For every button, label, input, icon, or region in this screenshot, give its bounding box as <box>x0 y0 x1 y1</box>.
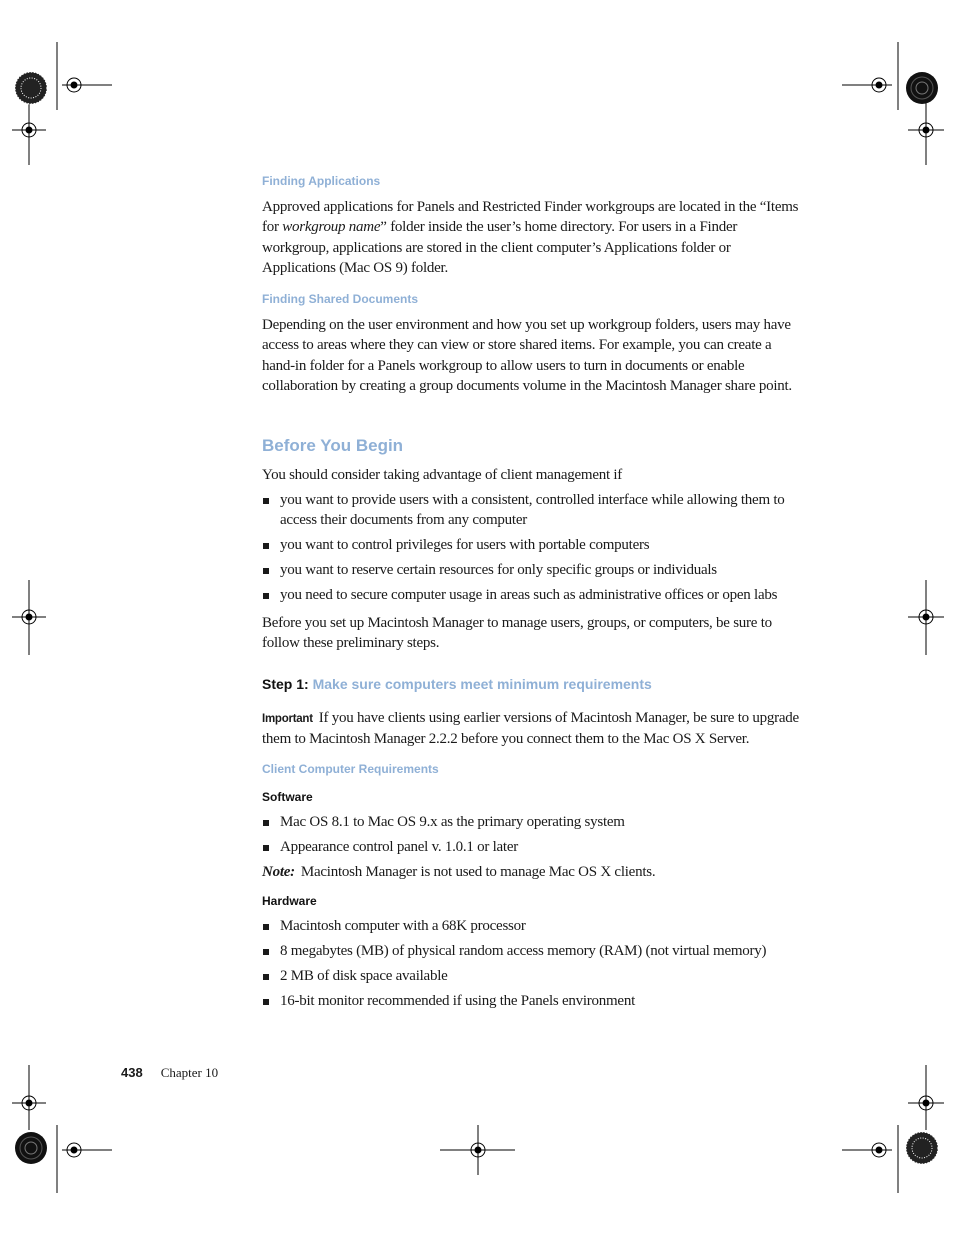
note-label: Note: <box>262 864 295 880</box>
list-item <box>262 585 804 605</box>
finding-applications-paragraph <box>262 197 804 278</box>
bullet-icon <box>263 568 269 574</box>
bullet-icon <box>263 949 269 955</box>
hardware-heading: Hardware <box>262 894 317 908</box>
page-number: 438 <box>121 1065 143 1080</box>
note-text: Macintosh Manager is not used to manage Mac OS X clients. <box>300 864 656 880</box>
chapter-label: Chapter 10 <box>160 1065 219 1080</box>
bullet-icon <box>263 924 269 930</box>
list-item <box>262 916 804 936</box>
bullet-icon <box>263 999 269 1005</box>
list-item <box>262 490 804 531</box>
finding-shared-documents-paragraph: Depending on the user environment and how you set up workgroup folders, users may have access to areas where they can view or store shared items. For example, you can create a hand-in folder for a Panels workgroup to allow users to turn in documents or enable collaboration by creating a group documents volume in the Macintosh Manager share point. <box>262 317 792 394</box>
software-heading: Software <box>262 790 313 804</box>
finding-applications-text-1: Approved applications for Panels and Restricted Finder workgroups are located in the “Items for <box>262 199 799 236</box>
before-intro: You should consider taking advantage of client management if <box>262 467 623 483</box>
step-1-heading <box>262 676 652 692</box>
step-title: Make sure computers meet minimum requirements <box>312 676 652 692</box>
client-requirements-heading: Client Computer Requirements <box>262 762 439 776</box>
finding-applications-heading: Finding Applications <box>262 174 381 188</box>
bullet-icon <box>263 820 269 826</box>
list-item-text: you need to secure computer usage in areas such as administrative offices or open labs <box>280 587 778 603</box>
list-item-text: you want to reserve certain resources for only specific groups or individuals <box>280 562 717 578</box>
list-item <box>262 535 804 555</box>
list-item <box>262 966 804 986</box>
bullet-icon <box>263 543 269 549</box>
list-item <box>262 837 804 857</box>
workgroup-name-italic: workgroup name <box>282 219 381 236</box>
important-text: If you have clients using earlier versions of Macintosh Manager, be sure to upgrade them to Macintosh Manager 2.2.2 before you connect them to the Mac OS X Server. <box>262 710 799 748</box>
list-item <box>262 941 804 961</box>
before-outro: Before you set up Macintosh Manager to manage users, groups, or computers, be sure to follow these preliminary steps. <box>262 615 772 652</box>
important-paragraph <box>262 708 804 750</box>
list-item <box>262 560 804 580</box>
list-item-text: Macintosh computer with a 68K processor <box>280 918 526 934</box>
list-item-text: 2 MB of disk space available <box>280 968 448 984</box>
step-number: Step 1: <box>262 676 309 692</box>
important-label: Important <box>262 713 313 725</box>
note-paragraph <box>262 862 804 882</box>
list-item <box>262 991 804 1011</box>
list-item-text: 16-bit monitor recommended if using the Panels environment <box>280 993 636 1009</box>
bullet-icon <box>263 845 269 851</box>
list-item-text: Appearance control panel v. 1.0.1 or later <box>280 839 519 855</box>
list-item-text: you want to provide users with a consistent, controlled interface while allowing them to access their documents from any computer <box>280 492 785 529</box>
bullet-icon <box>263 593 269 599</box>
page-footer <box>121 1064 218 1082</box>
list-item-text: you want to control privileges for users with portable computers <box>280 537 650 553</box>
list-item-text: Mac OS 8.1 to Mac OS 9.x as the primary operating system <box>280 814 625 830</box>
list-item <box>262 812 804 832</box>
bullet-icon <box>263 498 269 504</box>
list-item-text: 8 megabytes (MB) of physical random access memory (RAM) (not virtual memory) <box>280 943 767 959</box>
finding-applications-text-2: ” folder inside the user’s home directory. For users in a Finder workgroup, applications are stored in the client computer’s Applications folder or Applications (Mac OS 9) folder. <box>262 219 738 276</box>
bullet-icon <box>263 974 269 980</box>
before-you-begin-heading: Before You Begin <box>262 436 404 455</box>
finding-shared-documents-heading: Finding Shared Documents <box>262 292 419 306</box>
